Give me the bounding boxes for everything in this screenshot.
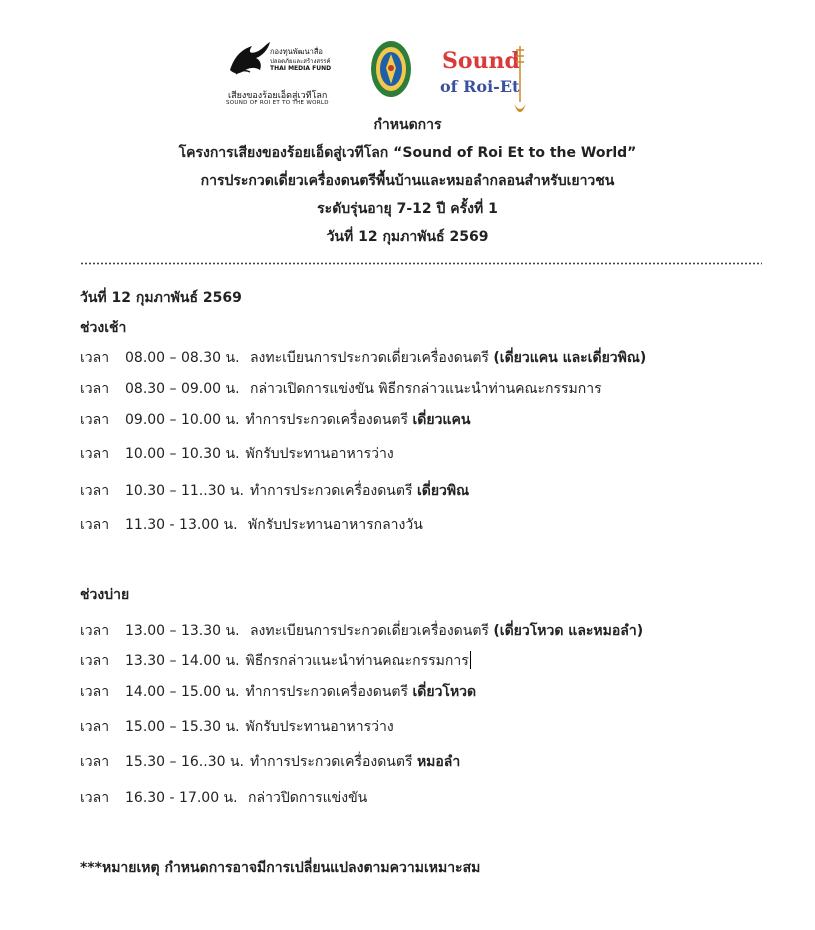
row-label: เวลา [80,623,110,639]
row-label: เวลา [80,790,110,806]
morning-title: ช่วงเช้า [80,320,127,336]
row-desc: ลงทะเบียนการประกวดเดี่ยวเครื่องดนตรี [245,623,494,639]
schedule-row [80,716,394,738]
schedule-date: วันที่ 12 กุมภาพันธ์ 2569 [80,290,242,306]
schedule-row [80,787,367,809]
row-time: 14.00 – 15.00 น. [125,684,240,700]
university-seal-icon [369,38,413,100]
schedule-row [80,347,646,369]
row-time: 16.30 - 17.00 น. [125,790,238,806]
row-label: เวลา [80,446,110,462]
fund-subtitle-th: ปลอดภัยและสร้างสรรค์ [270,58,331,65]
logo-bar [0,36,815,126]
row-time: 10.00 – 10.30 น. [125,446,240,462]
bird-icon [226,40,272,80]
row-desc: กล่าวปิดการแข่งขัน [243,790,368,806]
row-desc: พักรับประทานอาหารว่าง [245,446,394,462]
sound-logo-line1: Sound [442,48,520,74]
schedule-row [80,443,394,465]
fund-caption-en: SOUND OF ROI ET TO THE WORLD [226,100,329,106]
row-bold: เดี่ยวแคน [412,412,471,428]
schedule-row [80,751,460,773]
schedule-row [80,620,643,642]
project-title: โครงการเสียงของร้อยเอ็ดสู่เวทีโลก “Sound of Roi Et to the World” [178,145,637,161]
schedule-row [80,681,476,703]
schedule-row [80,378,602,400]
schedule-row [80,480,469,502]
row-bold: เดี่ยวพิณ [416,483,470,499]
dotted-divider [80,262,762,265]
text-cursor [470,651,471,669]
row-label: เวลา [80,350,110,366]
contest-title: การประกวดเดี่ยวเครื่องดนตรีพื้นบ้านและหมอลำกลอนสำหรับเยาวชน [200,173,615,189]
schedule-row [80,514,423,536]
row-desc: ทำการประกวดเครื่องดนตรี [245,412,413,428]
row-desc: ทำการประกวดเครื่องดนตรี [249,754,417,770]
row-time: 08.00 – 08.30 น. [125,350,240,366]
doc-title: กำหนดการ [373,117,442,133]
afternoon-title: ช่วงบ่าย [80,587,130,603]
row-label: เวลา [80,684,110,700]
fund-name-th: กองทุนพัฒนาสื่อ [270,47,323,56]
row-time: 13.30 – 14.00 น. [125,653,240,669]
row-time: 11.30 - 13.00 น. [125,517,238,533]
row-time: 09.00 – 10.00 น. [125,412,240,428]
row-label: เวลา [80,719,110,735]
row-desc: พักรับประทานอาหารว่าง [245,719,394,735]
row-desc: ลงทะเบียนการประกวดเดี่ยวเครื่องดนตรี [245,350,494,366]
row-bold: (เดี่ยวแคน และเดี่ยวพิณ) [493,350,647,366]
row-time: 13.00 – 13.30 น. [125,623,240,639]
row-label: เวลา [80,653,110,669]
schedule-row [80,650,471,672]
fund-caption-th: เสียงของร้อยเอ็ดสู่เวทีโลก [228,91,328,101]
remark-note: ***หมายเหตุ กำหนดการอาจมีการเปลี่ยนแปลงตามความเหมาะสม [80,860,481,876]
row-label: เวลา [80,483,110,499]
row-time: 08.30 – 09.00 น. [125,381,240,397]
row-desc: ทำการประกวดเครื่องดนตรี [249,483,417,499]
row-time: 15.30 – 16..30 น. [125,754,244,770]
sound-logo-line2: of Roi-Et [440,77,520,96]
header-date: วันที่ 12 กุมภาพันธ์ 2569 [326,229,489,245]
schedule-row [80,409,470,431]
row-desc: กล่าวเปิดการแข่งขัน พิธีกรกล่าวแนะนำท่านคณะกรรมการ [245,381,602,397]
row-desc: พักรับประทานอาหารกลางวัน [243,517,423,533]
row-bold: เดี่ยวโหวด [412,684,477,700]
row-time: 15.00 – 15.30 น. [125,719,240,735]
row-desc: ทำการประกวดเครื่องดนตรี [245,684,413,700]
thai-media-fund-logo [226,40,356,106]
row-label: เวลา [80,754,110,770]
row-label: เวลา [80,412,110,428]
row-time: 10.30 – 11..30 น. [125,483,244,499]
row-label: เวลา [80,517,110,533]
row-label: เวลา [80,381,110,397]
row-bold: (เดี่ยวโหวด และหมอลำ) [493,623,644,639]
sound-of-roi-et-logo [440,42,535,122]
age-level: ระดับรุ่นอายุ 7-12 ปี ครั้งที่ 1 [317,201,498,217]
row-bold: หมอลำ [416,754,461,770]
fund-name-en: THAI MEDIA FUND [270,65,332,72]
row-desc: พิธีกรกล่าวแนะนำท่านคณะกรรมการ [245,653,469,669]
